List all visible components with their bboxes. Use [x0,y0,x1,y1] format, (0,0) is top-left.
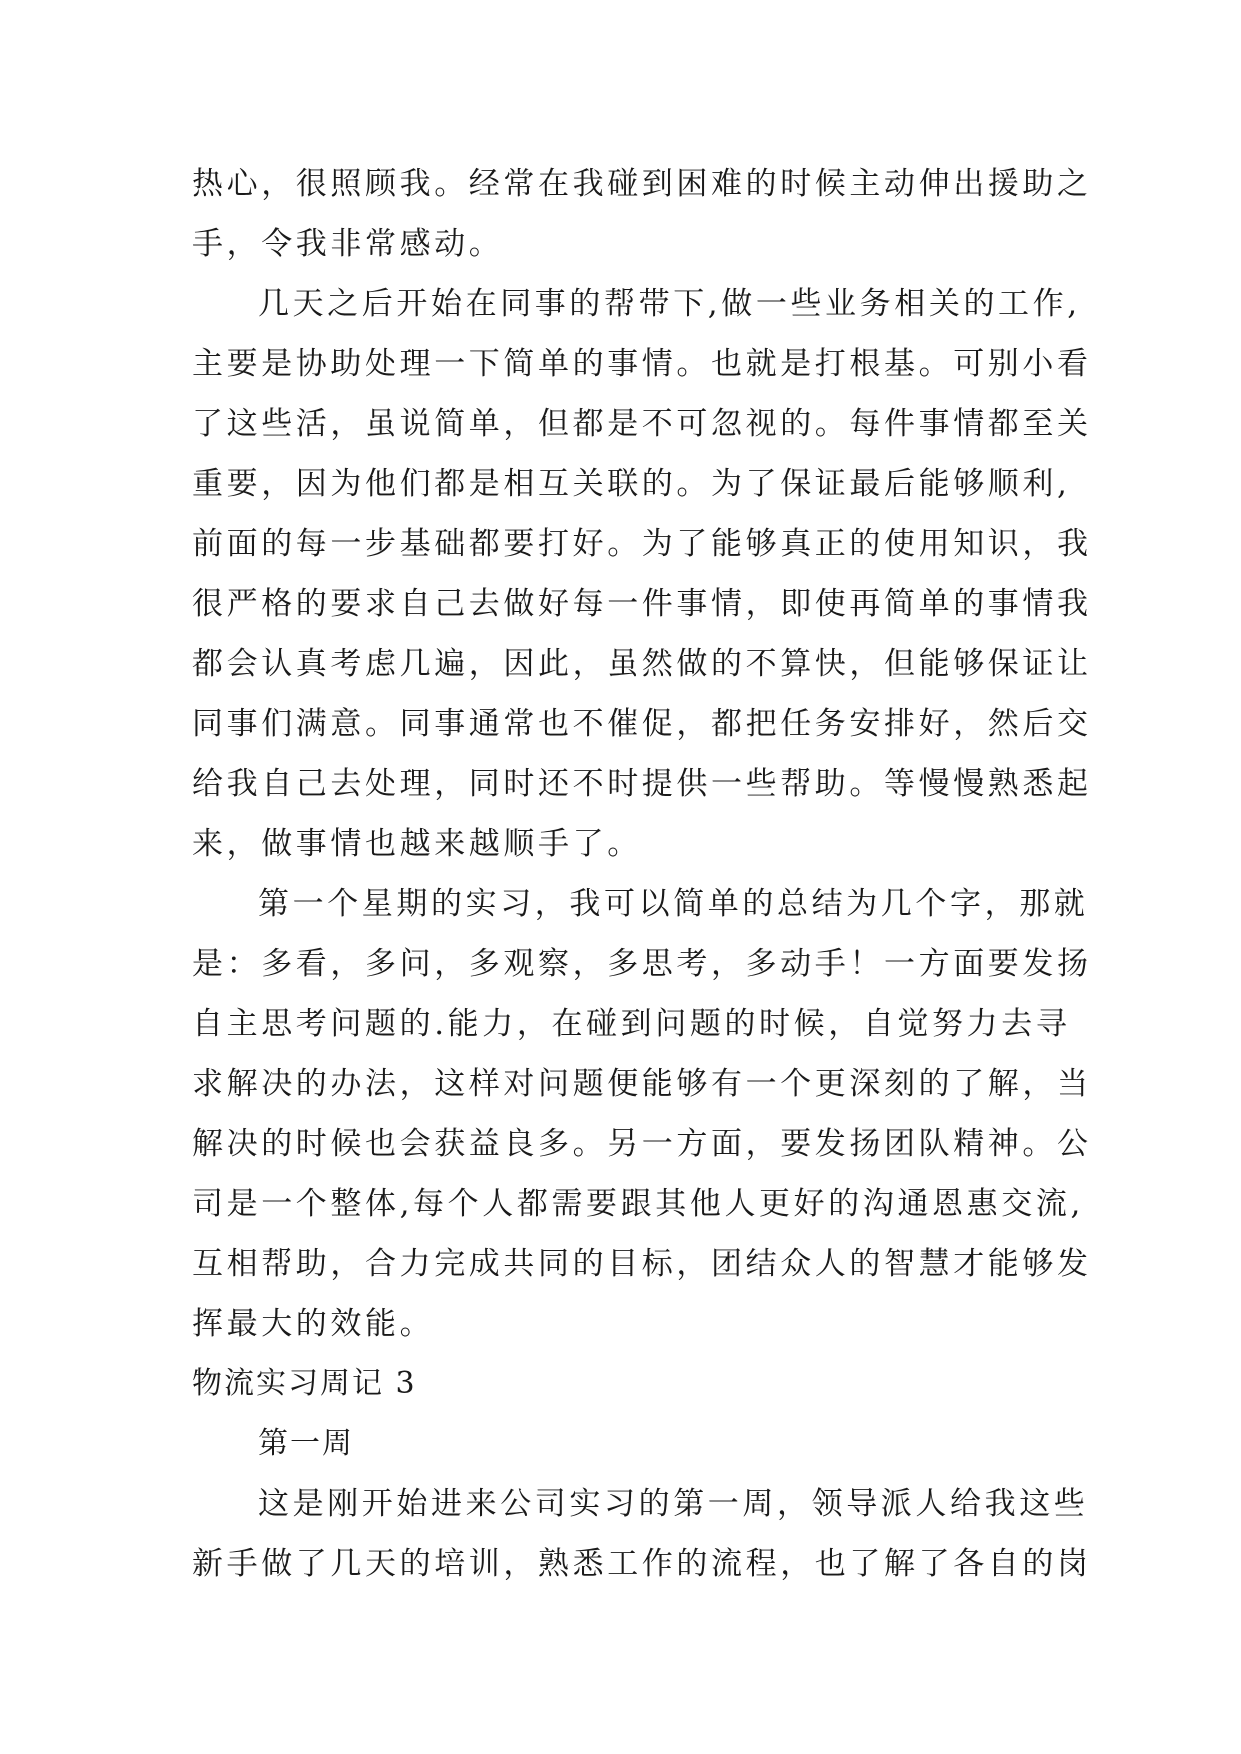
text-line: 很严格的要求自己去做好每一件事情，即使再简单的事情我 [192,586,1092,622]
text-line: 了这些活，虽说简单，但都是不可忽视的。每件事情都至关 [192,406,1092,442]
text-line: 前面的每一步基础都要打好。为了能够真正的使用知识，我 [192,526,1092,562]
paragraph-first-line: 几天之后开始在同事的帮带下,做一些业务相关的工作, [258,286,1081,322]
paragraph-first-line: 这是刚开始进来公司实习的第一周，领导派人给我这些 [258,1486,1089,1522]
paragraph-first-line: 第一个星期的实习，我可以简单的总结为几个字，那就 [258,886,1089,922]
subsection-heading: 第一周 [258,1426,354,1461]
section-heading: 物流实习周记 3 [192,1366,417,1401]
text-line: 重要，因为他们都是相互关联的。为了保证最后能够顺利, [192,466,1071,502]
text-line: 都会认真考虑几遍，因此，虽然做的不算快，但能够保证让 [192,646,1092,682]
text-line: 解决的时候也会获益良多。另一方面，要发扬团队精神。公 [192,1126,1092,1162]
text-line: 同事们满意。同事通常也不催促，都把任务安排好，然后交 [192,706,1092,742]
text-line: 热心，很照顾我。经常在我碰到困难的时候主动伸出援助之 [192,166,1092,202]
text-line: 来，做事情也越来越顺手了。 [192,826,642,862]
text-line: 司是一个整体,每个人都需要跟其他人更好的沟通恩惠交流, [192,1186,1084,1222]
text-line: 给我自己去处理，同时还不时提供一些帮助。等慢慢熟悉起 [192,766,1092,802]
text-line: 自主思考问题的.能力，在碰到问题的时候，自觉努力去寻 [192,1006,1071,1042]
text-line: 挥最大的效能。 [192,1306,435,1342]
text-line: 主要是协助处理一下简单的事情。也就是打根基。可别小看 [192,346,1092,382]
text-line: 互相帮助，合力完成共同的目标，团结众人的智慧才能够发 [192,1246,1092,1282]
text-line: 新手做了几天的培训，熟悉工作的流程，也了解了各自的岗 [192,1546,1092,1582]
text-line: 手，令我非常感动。 [192,226,504,262]
text-line: 求解决的办法，这样对问题便能够有一个更深刻的了解，当 [192,1066,1092,1102]
text-line: 是：多看，多问，多观察，多思考，多动手！一方面要发扬 [192,946,1092,982]
